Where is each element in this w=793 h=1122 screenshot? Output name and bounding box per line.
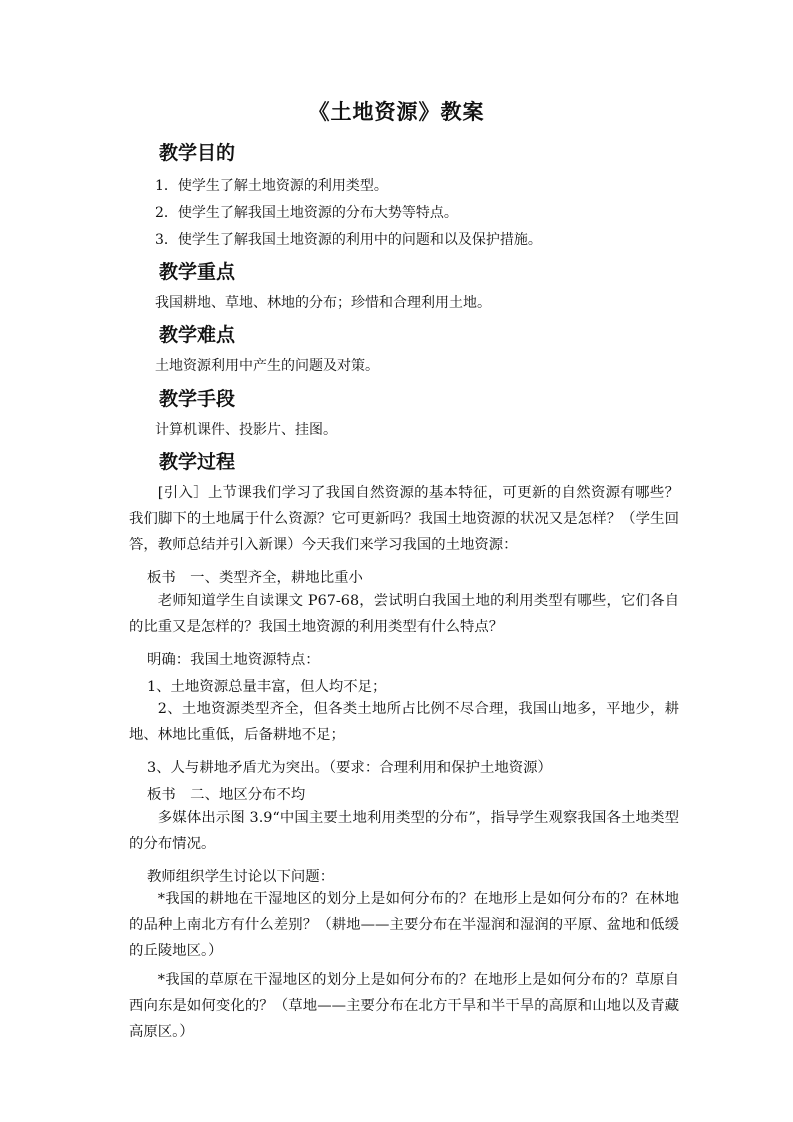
heading-difficulties: 教学难点 <box>159 324 236 346</box>
means-text: 计算机课件、投影片、挂图。 <box>155 422 337 438</box>
board-heading-2: 板书 二、地区分布不均 <box>147 787 306 803</box>
heading-key-points: 教学重点 <box>159 261 236 283</box>
reading-task-paragraph: 老师知道学生自读课文 P67-68，尝试明白我国土地的利用类型有哪些，它们各自的比重又是怎样的？我国土地资源的利用类型有什么特点？ <box>129 593 679 635</box>
feature-point-3: 3、人与耕地矛盾尤为突出。（要求：合理利用和保护土地资源） <box>147 760 552 776</box>
discussion-intro: 教师组织学生讨论以下问题： <box>147 869 335 885</box>
difficulties-text: 土地资源利用中产生的问题及对策。 <box>155 358 379 374</box>
key-points-text: 我国耕地、草地、林地的分布；珍惜和合理利用土地。 <box>155 295 491 311</box>
objective-item-1: 1．使学生了解土地资源的利用类型。 <box>155 178 388 194</box>
question-grassland: *我国的草原在干湿地区的划分上是如何分布的？在地形上是如何分布的？草原自西向东是如何变化的？（草地——主要分布在北方干旱和半干旱的高原和山地以及青藏高原区。） <box>129 972 679 1040</box>
heading-objectives: 教学目的 <box>159 142 236 164</box>
page-title: 《土地资源》教案 <box>308 99 485 124</box>
board-heading-1: 板书 一、类型齐全，耕地比重小 <box>147 570 363 586</box>
heading-means: 教学手段 <box>159 388 236 410</box>
media-paragraph: 多媒体出示图 3.9“中国主要土地利用类型的分布”，指导学生观察我国各土地类型的分布情况。 <box>129 810 679 852</box>
feature-point-2: 2、土地资源类型齐全，但各类土地所占比例不尽合理，我国山地多，平地少，耕地、林地比重低，后备耕地不足； <box>129 701 679 743</box>
intro-paragraph: [引入］上节课我们学习了我国自然资源的基本特征，可更新的自然资源有哪些？我们脚下的土地属于什么资源？它可更新吗？我国土地资源的状况又是怎样？（学生回答，教师总结并引入新课）今天我们来学习我国的土地资源： <box>129 485 679 553</box>
heading-process: 教学过程 <box>159 451 236 473</box>
objective-item-2: 2．使学生了解我国土地资源的分布大势等特点。 <box>155 205 458 221</box>
feature-point-1: 1、土地资源总量丰富，但人均不足； <box>147 679 387 695</box>
objective-item-3: 3．使学生了解我国土地资源的利用中的问题和以及保护措施。 <box>155 232 542 248</box>
question-farmland: *我国的耕地在干湿地区的划分上是如何分布的？在地形上是如何分布的？在林地的品种上南北方有什么差别？（耕地——主要分布在半湿润和湿润的平原、盆地和低缓的丘陵地区。） <box>129 891 679 959</box>
clarify-line: 明确：我国土地资源特点： <box>147 652 320 668</box>
